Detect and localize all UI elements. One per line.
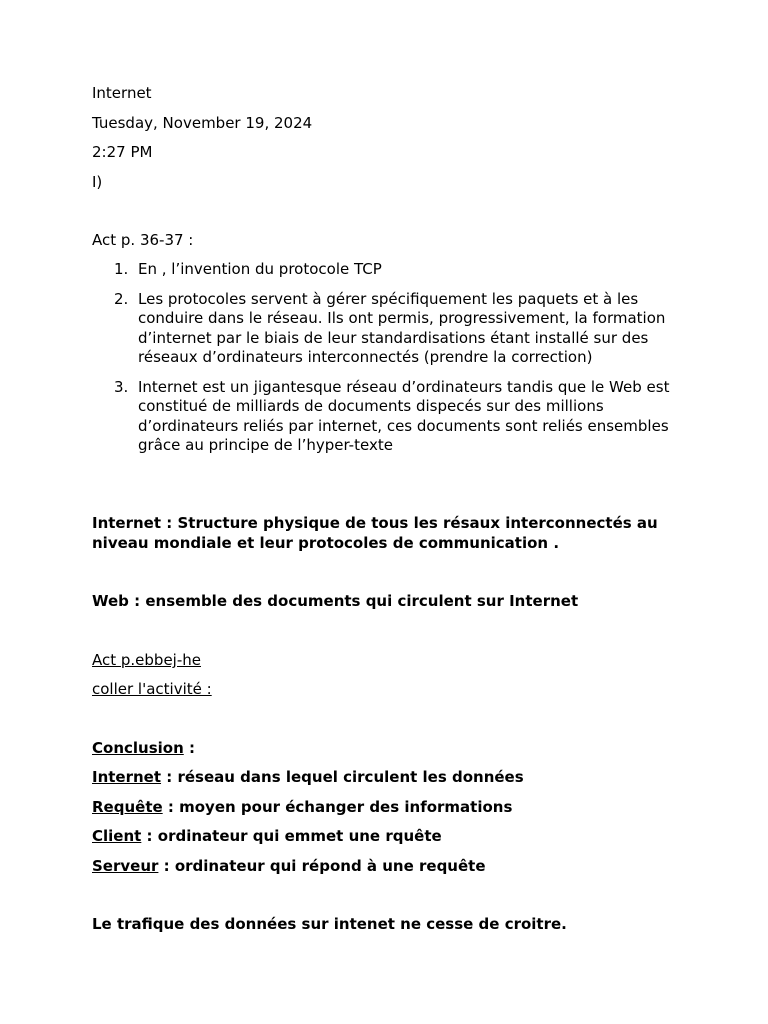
list-item-text: Internet est un jigantesque réseau d’ordinateurs tandis que le Web est constitué de milliards de documents dispecés sur des millions d’ordinateurs reliés par internet, ces documents sont reliés ensembles grâce au principe de l’hyper-texte (138, 377, 670, 454)
paste-activity-note: coller l'activité : (92, 680, 212, 698)
list-item-number: 1. (114, 260, 129, 278)
term-definition: : réseau dans lequel circulent les données (161, 768, 524, 786)
conclusion-term-requete (92, 798, 512, 818)
activity-label: Act p. 36-37 : (92, 231, 194, 249)
closing-statement: Le trafique des données sur intenet ne cesse de croitre. (92, 915, 567, 933)
list-item-number: 3. (114, 377, 129, 396)
web-definition: Web : ensemble des documents qui circulent sur Internet (92, 592, 579, 610)
term-label: Internet (92, 768, 162, 786)
activity-answer-list (92, 260, 692, 466)
list-item (92, 260, 692, 280)
page-title: Internet (92, 84, 152, 102)
conclusion-heading (92, 739, 195, 759)
conclusion-term-serveur (92, 857, 486, 877)
term-label: Requête (92, 798, 163, 816)
list-item (92, 290, 692, 368)
internet-definition: Internet : Structure physique de tous les résaux interconnectés au niveau mondiale et leur protocoles de communication . (92, 514, 658, 552)
list-item-number: 2. (114, 289, 129, 308)
list-item (92, 378, 692, 456)
note-time: 2:27 PM (92, 143, 153, 161)
term-definition: : ordinateur qui emmet une rquête (141, 827, 442, 845)
term-label: Client (92, 827, 142, 845)
activity-2-label: Act p.ebbej-he (92, 651, 201, 669)
list-item-text: En , l’invention du protocole TCP (138, 260, 382, 278)
term-definition: : ordinateur qui répond à une requête (158, 857, 486, 875)
note-date: Tuesday, November 19, 2024 (92, 114, 313, 132)
term-label: Serveur (92, 857, 159, 875)
conclusion-heading-word: Conclusion (92, 739, 184, 757)
term-definition: : moyen pour échanger des informations (162, 798, 513, 816)
list-item-text: Les protocoles servent à gérer spécifiquement les paquets et à les conduire dans le réseau. Ils ont permis, progressivement, la formation d’internet par le biais de leur standardisations étant installé sur des réseaux d’ordinateurs interconnectés (prendre la correction) (138, 289, 666, 366)
conclusion-term-client (92, 827, 442, 847)
conclusion-term-internet (92, 768, 524, 788)
conclusion-heading-suffix: : (183, 739, 195, 757)
section-label: I) (92, 173, 103, 191)
